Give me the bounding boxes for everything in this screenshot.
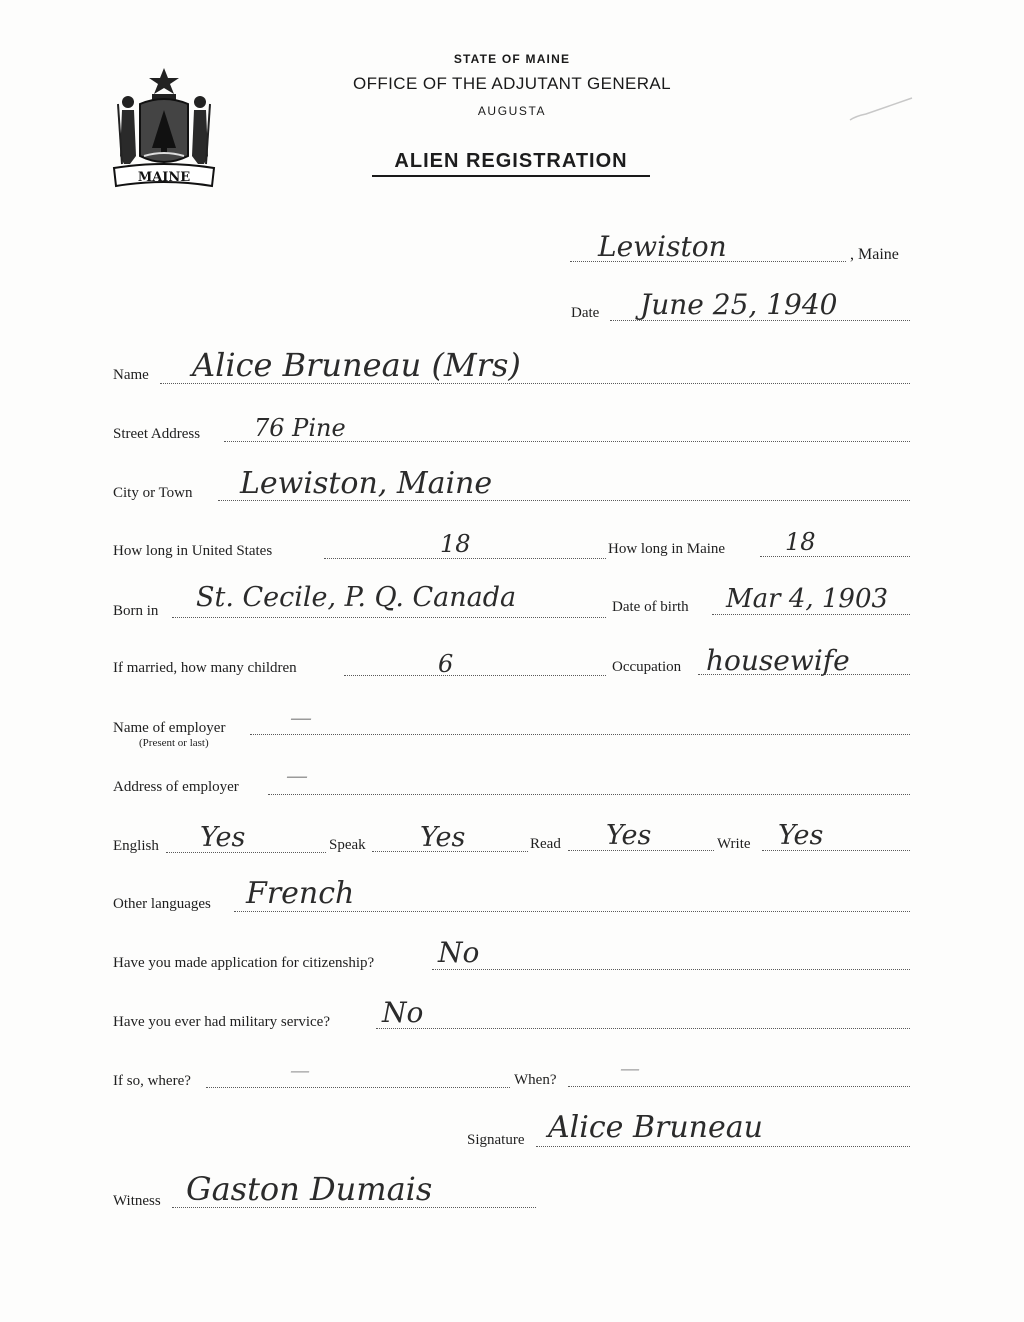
form-title: ALIEN REGISTRATION bbox=[372, 150, 650, 177]
speak-value: Yes bbox=[420, 822, 466, 853]
employer-name-value: — bbox=[290, 706, 312, 731]
date-of-birth-label: Date of birth bbox=[612, 599, 689, 615]
header-state: STATE OF MAINE bbox=[453, 52, 571, 66]
occupation-label: Occupation bbox=[612, 659, 682, 675]
date-of-birth-value: Mar 4, 1903 bbox=[726, 584, 889, 614]
witness-label: Witness bbox=[113, 1193, 161, 1209]
how-long-us-value: 18 bbox=[440, 530, 471, 558]
citizenship-line bbox=[432, 969, 910, 970]
where-label: If so, where? bbox=[113, 1073, 191, 1089]
name-label: Name bbox=[113, 367, 149, 383]
employer-address-value: — bbox=[286, 764, 308, 789]
employer-name-label: Name of employer bbox=[113, 720, 226, 736]
read-value: Yes bbox=[606, 820, 652, 851]
how-long-maine-label: How long in Maine bbox=[608, 541, 726, 557]
write-value: Yes bbox=[778, 820, 824, 851]
employer-name-line bbox=[250, 734, 910, 735]
witness-value: Gaston Dumais bbox=[186, 1170, 433, 1208]
english-line bbox=[166, 852, 326, 853]
employer-address-label: Address of employer bbox=[113, 779, 239, 795]
other-languages-value: French bbox=[246, 876, 355, 911]
date-of-birth-line bbox=[712, 614, 910, 615]
read-label: Read bbox=[530, 836, 561, 852]
when-line bbox=[568, 1086, 910, 1087]
citizenship-value: No bbox=[438, 936, 480, 969]
city-town-value: Lewiston, Maine bbox=[240, 466, 493, 501]
employer-name-sublabel: (Present or last) bbox=[139, 737, 209, 749]
citizenship-label: Have you made application for citizenship? bbox=[113, 955, 375, 971]
how-long-us-label: How long in United States bbox=[113, 543, 273, 559]
born-in-line bbox=[172, 617, 606, 618]
date-value: June 25, 1940 bbox=[640, 288, 838, 321]
employer-address-line bbox=[268, 794, 910, 795]
where-line bbox=[206, 1087, 510, 1088]
when-value: — bbox=[620, 1056, 640, 1080]
born-in-value: St. Cecile, P. Q. Canada bbox=[196, 582, 517, 613]
city-town-label: City or Town bbox=[113, 485, 193, 501]
signature-line bbox=[536, 1146, 910, 1147]
english-label: English bbox=[113, 838, 159, 854]
speak-label: Speak bbox=[329, 837, 366, 853]
children-line bbox=[344, 675, 606, 676]
how-long-maine-value: 18 bbox=[785, 528, 816, 556]
town-value: Lewiston bbox=[598, 230, 727, 263]
children-label: If married, how many children bbox=[113, 660, 297, 676]
date-label: Date bbox=[571, 305, 600, 321]
military-label: Have you ever had military service? bbox=[113, 1014, 330, 1030]
write-label: Write bbox=[717, 836, 751, 852]
header-office: OFFICE OF THE ADJUTANT GENERAL bbox=[352, 74, 672, 93]
military-line bbox=[376, 1028, 910, 1029]
where-value: — bbox=[290, 1058, 310, 1082]
street-address-label: Street Address bbox=[113, 426, 201, 442]
header-city: AUGUSTA bbox=[477, 104, 547, 118]
occupation-value: housewife bbox=[706, 644, 850, 677]
how-long-us-line bbox=[324, 558, 606, 559]
state-label: , Maine bbox=[850, 246, 899, 263]
check-mark-icon bbox=[846, 94, 916, 126]
english-value: Yes bbox=[200, 822, 246, 853]
street-address-value: 76 Pine bbox=[254, 414, 346, 442]
other-languages-label: Other languages bbox=[113, 896, 211, 912]
other-languages-line bbox=[234, 911, 910, 912]
svg-text:MAINE: MAINE bbox=[137, 170, 191, 185]
when-label: When? bbox=[514, 1072, 557, 1088]
born-in-label: Born in bbox=[113, 603, 159, 619]
military-value: No bbox=[382, 996, 424, 1029]
how-long-maine-line bbox=[760, 556, 910, 557]
signature-value: Alice Bruneau bbox=[548, 1110, 763, 1145]
signature-label: Signature bbox=[467, 1132, 525, 1148]
children-value: 6 bbox=[438, 650, 454, 678]
name-value: Alice Bruneau (Mrs) bbox=[192, 346, 521, 384]
